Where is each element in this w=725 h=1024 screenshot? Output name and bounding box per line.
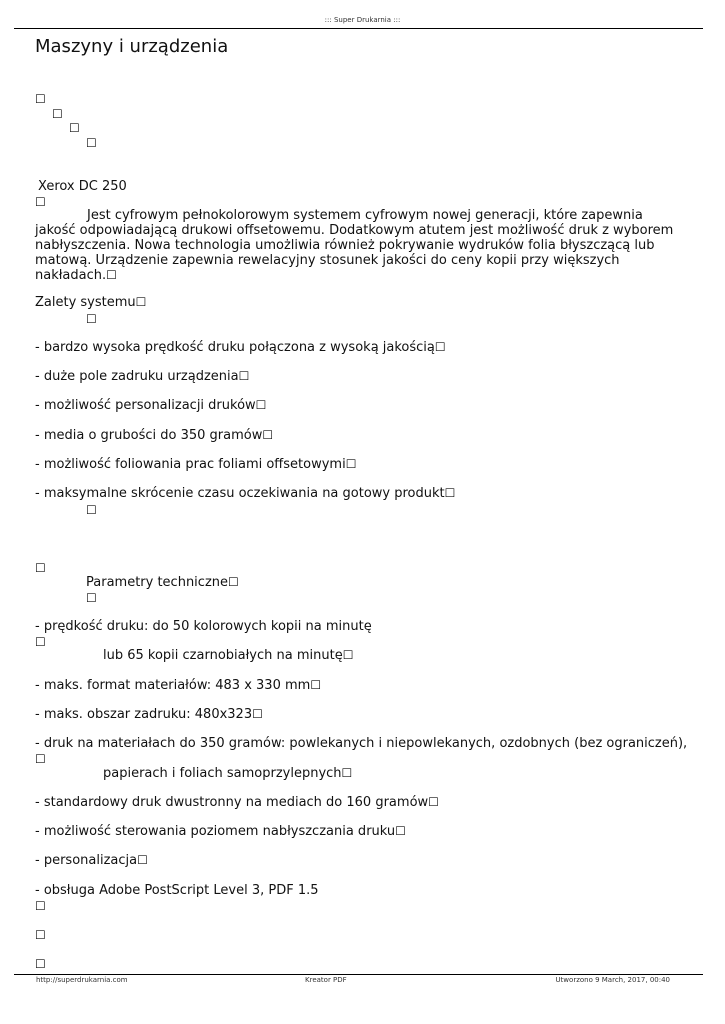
list-item-text: - duże pole zadruku urządzenia [35,369,239,384]
spec-print-area [35,707,263,723]
placeholder-box-icon: ☐ [255,398,267,412]
product-name: Xerox DC 250 [38,179,127,194]
header-divider [14,28,703,29]
list-item [35,369,249,385]
placeholder-box-icon: ☐ [35,752,46,766]
placeholder-box-icon: ☐ [395,824,406,838]
spec-format [35,678,321,694]
page-title: Maszyny i urządzenia [35,36,229,57]
list-item [35,457,356,473]
placeholder-box-icon: ☐ [252,707,263,721]
placeholder-box-icon: ☐ [86,503,97,517]
placeholder-box-icon: ☐ [69,121,80,135]
spec-postscript: - obsługa Adobe PostScript Level 3, PDF 1.5 [35,883,319,898]
list-item-text: - media o grubości do 350 gramów [35,428,263,443]
placeholder-box-icon: ☐ [35,957,46,971]
placeholder-box-icon: ☐ [35,561,46,575]
spec-materials-continued [103,766,352,782]
footer-url-link[interactable]: http://superdrukarnia.com [36,976,128,984]
spec-duplex-text: - standardowy druk dwustronny na mediach do 160 gramów [35,795,429,810]
list-item [35,428,273,444]
list-item [35,340,446,356]
placeholder-box-icon: ☐ [35,928,46,942]
placeholder-box-icon: ☐ [35,899,46,913]
placeholder-box-icon: ☐ [106,268,117,282]
spec-gloss [35,824,406,840]
technical-heading-text: Parametry techniczne [86,575,229,590]
placeholder-box-icon: ☐ [35,92,46,106]
placeholder-box-icon: ☐ [35,195,46,209]
placeholder-box-icon: ☐ [345,457,357,471]
product-description-text: Jest cyfrowym pełnokolorowym systemem cyfrowym nowej generacji, które zapewnia jakość odpowiadającą drukowi offsetowemu. Dodatkowym atutem jest możliwość druk z wyborem nabłyszczenia. Nowa technologia umożliwia również pokrywanie wydruków folia błyszczącą lub matową. Urządzenie zapewnia rewelacyjny stosunek jakości do ceny kopii przy większych nakładach. [35,208,674,283]
spec-speed: - prędkość druku: do 50 kolorowych kopii na minutę [35,619,372,634]
spec-format-text: - maks. format materiałów: 483 x 330 mm [35,678,311,693]
site-header-label: ::: Super Drukarnia ::: [324,16,401,24]
placeholder-box-icon: ☐ [135,295,147,309]
placeholder-box-icon: ☐ [310,678,322,692]
placeholder-box-icon: ☐ [238,369,250,383]
placeholder-box-icon: ☐ [86,312,97,326]
spec-print-area-text: - maks. obszar zadruku: 480x323 [35,707,253,722]
placeholder-box-icon: ☐ [262,428,274,442]
placeholder-box-icon: ☐ [86,136,97,150]
spec-personalization-text: - personalizacja [35,853,138,868]
list-item-text: - możliwość personalizacji druków [35,398,256,413]
placeholder-box-icon: ☐ [228,575,239,589]
spec-personalization [35,853,148,869]
placeholder-box-icon: ☐ [341,766,353,780]
spec-gloss-text: - możliwość sterowania poziomem nabłyszczania druku [35,824,396,839]
spec-speed-continued [103,648,353,664]
placeholder-box-icon: ☐ [428,795,439,809]
list-item [35,486,455,502]
spec-materials-continued-text: papierach i foliach samoprzylepnych [103,766,342,781]
footer-created-date: Utworzono 9 March, 2017, 00:40 [555,976,670,984]
placeholder-box-icon: ☐ [52,107,63,121]
spec-duplex [35,795,439,811]
spec-speed-continued-text: lub 65 kopii czarnobiałych na minutę [103,648,343,663]
footer-divider [14,974,703,975]
list-item-text: - maksymalne skrócenie czasu oczekiwania na gotowy produkt [35,486,445,501]
advantages-heading [35,295,146,311]
footer-generator: Kreator PDF [305,976,347,984]
placeholder-box-icon: ☐ [35,635,46,649]
list-item-text: - możliwość foliowania prac foliami offsetowymi [35,457,346,472]
spec-materials: - druk na materiałach do 350 gramów: powlekanych i niepowlekanych, ozdobnych (bez ograniczeń), [35,736,688,751]
list-item [35,398,266,414]
list-item-text: - bardzo wysoka prędkość druku połączona z wysoką jakością [35,340,435,355]
technical-heading [86,575,239,591]
placeholder-box-icon: ☐ [434,340,446,354]
advantages-heading-text: Zalety systemu [35,295,136,310]
product-description [35,208,680,283]
placeholder-box-icon: ☐ [342,648,354,662]
placeholder-box-icon: ☐ [444,486,456,500]
placeholder-box-icon: ☐ [86,591,97,605]
placeholder-box-icon: ☐ [137,853,148,867]
